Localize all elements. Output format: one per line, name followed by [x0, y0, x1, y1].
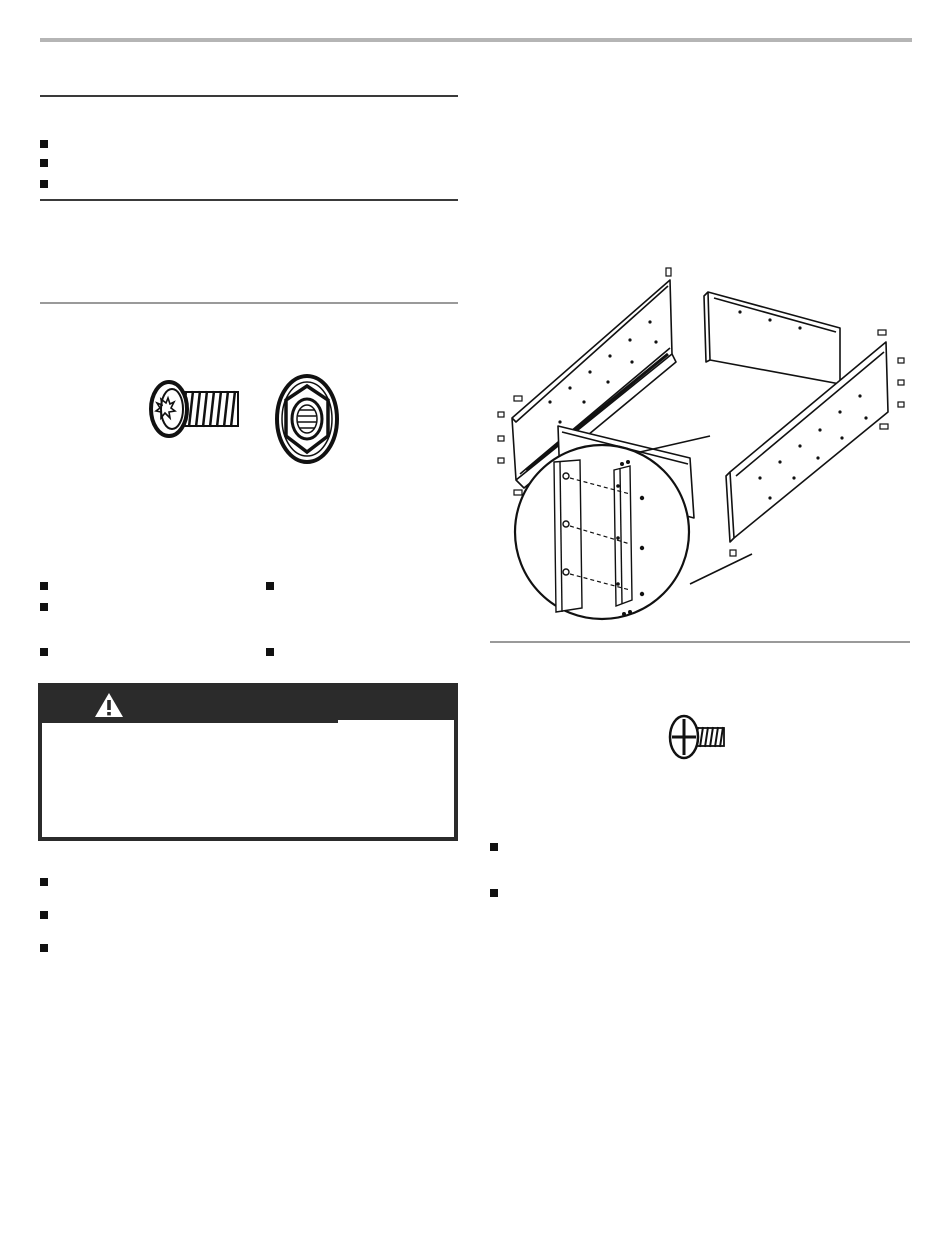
section-rule-hardware — [40, 302, 458, 304]
list-item-bullet — [266, 582, 274, 590]
section-rule-assembly — [490, 641, 910, 643]
list-item-bullet — [40, 582, 48, 590]
list-item-bullet — [40, 911, 48, 919]
section-rule-hardware-top — [40, 199, 458, 201]
list-item-bullet — [40, 648, 48, 656]
warning-triangle-icon — [94, 692, 124, 718]
button-head-screw-icon — [148, 378, 243, 444]
page-top-rule — [40, 38, 912, 42]
list-item-bullet — [40, 159, 48, 167]
list-item-bullet — [40, 878, 48, 886]
list-item-bullet — [490, 843, 498, 851]
warning-header-notch — [338, 720, 454, 723]
cabinet-assembly-diagram — [490, 262, 910, 632]
list-item-bullet — [40, 180, 48, 188]
warning-header — [42, 687, 454, 723]
warning-box — [38, 683, 458, 841]
list-item-bullet — [40, 603, 48, 611]
section-rule-components — [40, 95, 458, 97]
list-item-bullet — [40, 944, 48, 952]
flange-nut-icon — [274, 374, 340, 464]
list-item-bullet — [40, 140, 48, 148]
list-item-bullet — [266, 648, 274, 656]
list-item-bullet — [490, 889, 498, 897]
truss-head-screw-icon — [668, 714, 728, 762]
